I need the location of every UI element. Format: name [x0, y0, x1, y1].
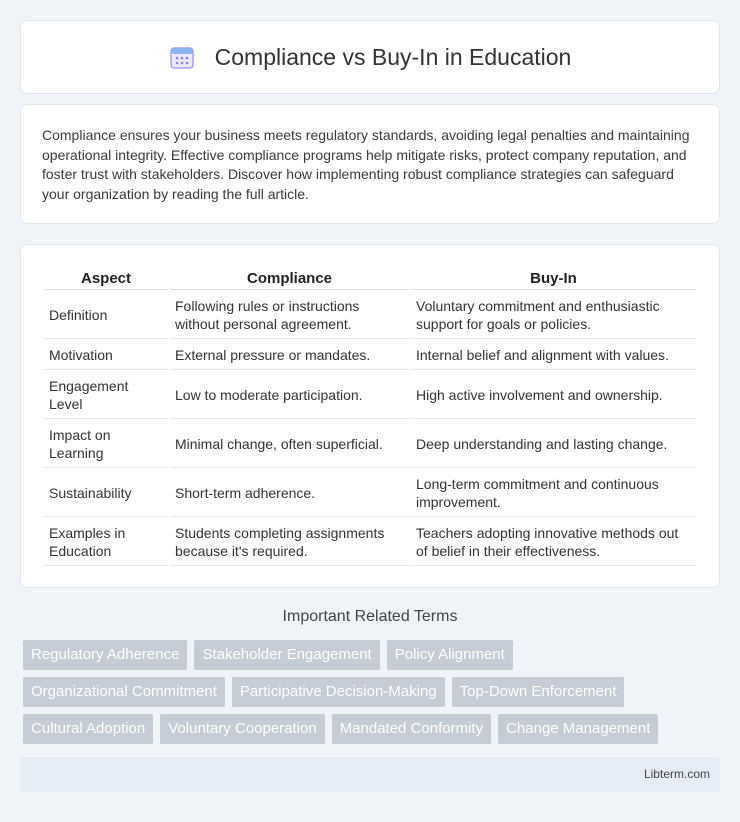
tag-policy-alignment[interactable]: Policy Alignment — [387, 640, 513, 670]
comparison-table-card — [20, 244, 720, 588]
table-cell: Examples in Education — [44, 519, 168, 566]
table-row — [44, 341, 696, 370]
table-row — [44, 372, 696, 419]
table-row — [44, 470, 696, 517]
intro-text: Compliance ensures your business meets regulatory standards, avoiding legal penalties and maintaining operational integrity. Effective compliance programs help mitigate risks, protect company reputation, and foster trust with stakeholders. Discover how implementing robust compliance strategies can safeguard your organization by reading the full article. — [42, 127, 690, 202]
table-cell: Teachers adopting innovative methods out of belief in their effectiveness. — [411, 519, 696, 566]
table-cell: Voluntary commitment and enthusiastic support for goals or policies. — [411, 292, 696, 339]
table-cell: Long-term commitment and continuous improvement. — [411, 470, 696, 517]
table-cell: Deep understanding and lasting change. — [411, 421, 696, 468]
table-cell: High active involvement and ownership. — [411, 372, 696, 419]
table-row — [44, 519, 696, 566]
tag-participative-decision-making[interactable]: Participative Decision-Making — [232, 677, 445, 707]
table-cell: Short-term adherence. — [170, 470, 409, 517]
tag-cultural-adoption[interactable]: Cultural Adoption — [23, 714, 153, 744]
table-cell: Definition — [44, 292, 168, 339]
table-cell: External pressure or mandates. — [170, 341, 409, 370]
table-cell: Sustainability — [44, 470, 168, 517]
table-cell: Engagement Level — [44, 372, 168, 419]
tag-stakeholder-engagement[interactable]: Stakeholder Engagement — [194, 640, 379, 670]
tag-row — [23, 677, 723, 707]
calendar-icon — [169, 44, 195, 70]
tag-row — [23, 640, 723, 670]
related-terms-title: Important Related Terms — [282, 608, 458, 625]
table-cell: Low to moderate participation. — [170, 372, 409, 419]
table-cell: Motivation — [44, 341, 168, 370]
intro-card — [20, 104, 720, 224]
header-compliance: Compliance — [170, 267, 409, 290]
title-card — [20, 20, 720, 94]
tag-change-management[interactable]: Change Management — [498, 714, 658, 744]
table-cell: Internal belief and alignment with values. — [411, 341, 696, 370]
footer — [20, 757, 720, 792]
comparison-table — [42, 265, 698, 568]
tag-regulatory-adherence[interactable]: Regulatory Adherence — [23, 640, 187, 670]
header-buy-in: Buy-In — [411, 267, 696, 290]
tag-organizational-commitment[interactable]: Organizational Commitment — [23, 677, 225, 707]
table-cell: Impact on Learning — [44, 421, 168, 468]
table-cell: Following rules or instructions without personal agreement. — [170, 292, 409, 339]
page-title: Compliance vs Buy-In in Education — [214, 43, 572, 70]
table-row — [44, 292, 696, 339]
related-terms — [23, 640, 723, 751]
tag-row — [23, 714, 723, 744]
table-cell: Students completing assignments because it's required. — [170, 519, 409, 566]
header-aspect: Aspect — [44, 267, 168, 290]
table-cell: Minimal change, often superficial. — [170, 421, 409, 468]
tag-top-down-enforcement[interactable]: Top-Down Enforcement — [452, 677, 625, 707]
table-header-row — [44, 267, 696, 290]
tag-voluntary-cooperation[interactable]: Voluntary Cooperation — [160, 714, 324, 744]
footer-link[interactable]: Libterm.com — [643, 767, 710, 781]
table-row — [44, 421, 696, 468]
tag-mandated-conformity[interactable]: Mandated Conformity — [332, 714, 491, 744]
